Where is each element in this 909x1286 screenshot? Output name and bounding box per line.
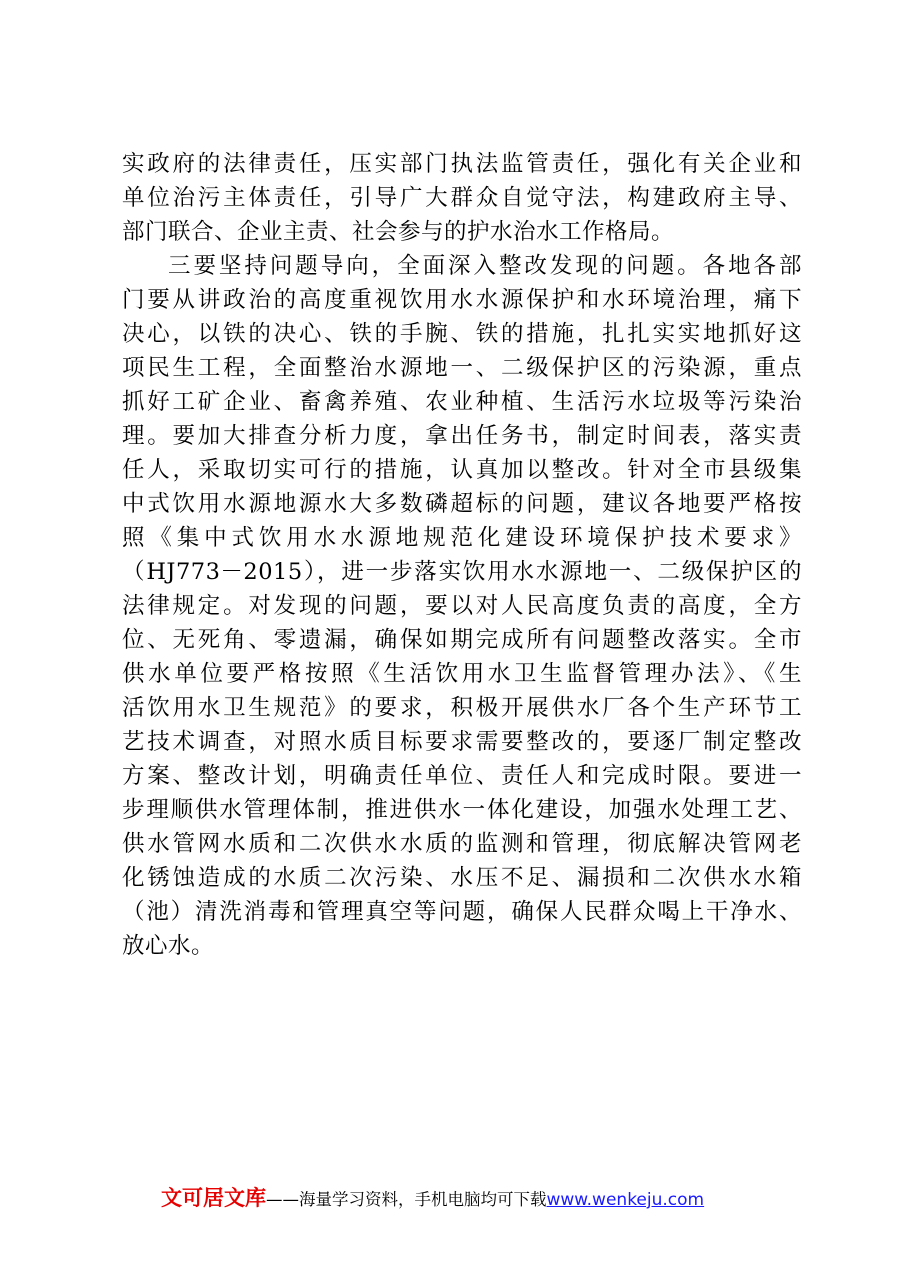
text-line: 项民生工程，全面整治水源地一、二级保护区的污染源，重点 <box>122 355 802 381</box>
text-line: 实政府的法律责任，压实部门执法监管责任，强化有关企业和 <box>122 151 802 177</box>
footer-banner <box>161 1185 704 1211</box>
text-line: 任人，采取切实可行的措施，认真加以整改。针对全市县级集 <box>122 457 802 483</box>
text-line: 活饮用水卫生规范》的要求，积极开展供水厂各个生产环节工 <box>122 695 802 721</box>
footer-slogan: ——海量学习资料，手机电脑均可下载 <box>266 1190 547 1209</box>
text-line: 单位治污主体责任，引导广大群众自觉守法，构建政府主导、 <box>122 185 802 211</box>
text-line: 门要从讲政治的高度重视饮用水水源保护和水环境治理，痛下 <box>122 287 802 313</box>
footer-brand: 文可居文库 <box>161 1186 266 1210</box>
text-line: 理。要加大排查分析力度，拿出任务书，制定时间表，落实责 <box>122 423 802 449</box>
text-line: 决心，以铁的决心、铁的手腕、铁的措施，扎扎实实地抓好这 <box>122 321 802 347</box>
text-line: （HJ773－2015），进一步落实饮用水水源地一、二级保护区的 <box>122 559 802 585</box>
text-line: 位、无死角、零遗漏，确保如期完成所有问题整改落实。全市 <box>122 627 802 653</box>
text-line: 步理顺供水管理体制，推进供水一体化建设，加强水处理工艺、 <box>122 797 802 823</box>
text-line: 照《集中式饮用水水源地规范化建设环境保护技术要求》 <box>122 525 802 551</box>
text-line: 抓好工矿企业、畜禽养殖、农业种植、生活污水垃圾等污染治 <box>122 389 802 415</box>
text-line: （池）清洗消毒和管理真空等问题，确保人民群众喝上干净水、 <box>122 899 802 925</box>
document-body <box>122 147 802 963</box>
text-line: 中式饮用水源地源水大多数磷超标的问题，建议各地要严格按 <box>122 491 802 517</box>
text-line: 三要坚持问题导向，全面深入整改发现的问题。各地各部 <box>168 253 802 279</box>
text-line: 放心水。 <box>122 933 215 959</box>
text-line: 艺技术调查，对照水质目标要求需要整改的，要逐厂制定整改 <box>122 729 802 755</box>
text-line: 供水单位要严格按照《生活饮用水卫生监督管理办法》、《生 <box>122 661 802 687</box>
text-line: 部门联合、企业主责、社会参与的护水治水工作格局。 <box>122 219 675 245</box>
text-line: 供水管网水质和二次供水水质的监测和管理，彻底解决管网老 <box>122 831 802 857</box>
text-line: 化锈蚀造成的水质二次污染、水压不足、漏损和二次供水水箱 <box>122 865 802 891</box>
text-line: 法律规定。对发现的问题，要以对人民高度负责的高度，全方 <box>122 593 802 619</box>
text-line: 方案、整改计划，明确责任单位、责任人和完成时限。要进一 <box>122 763 802 789</box>
footer-url-link[interactable]: www.wenkeju.com <box>546 1190 705 1210</box>
